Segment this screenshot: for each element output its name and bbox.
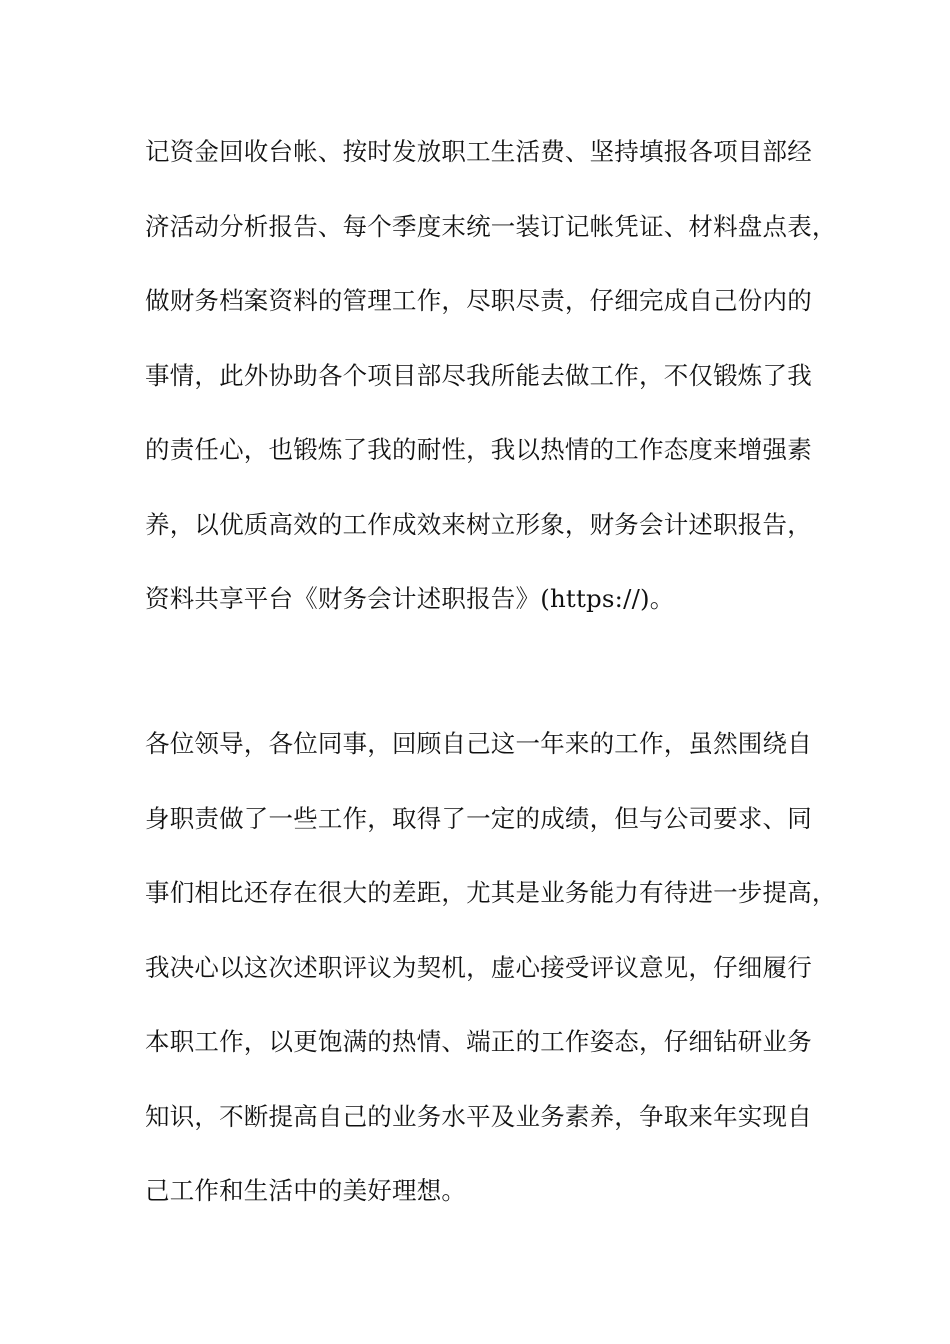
text-line: 身职责做了一些工作，取得了一定的成绩，但与公司要求、同 (145, 803, 812, 833)
text-line: 我决心以这次述职评议为契机，虚心接受评议意见，仔细履行 (145, 952, 812, 982)
text-line: 己工作和生活中的美好理想。 (145, 1176, 467, 1205)
text-line: 做财务档案资料的管理工作，尽职尽责，仔细完成自己份内的 (145, 286, 812, 315)
text-line: 济活动分析报告、每个季度末统一装订记帐凭证、材料盘点表， (145, 211, 837, 241)
text-line: 知识，不断提高自己的业务水平及业务素养，争取来年实现自 (145, 1101, 812, 1131)
paragraph-1 (145, 130, 845, 652)
text-line: 各位领导，各位同事，回顾自己这一年来的工作，虽然围绕自 (145, 729, 812, 758)
paragraph-2 (145, 722, 845, 1244)
text-line: 的责任心，也锻炼了我的耐性，我以热情的工作态度来增强素 (145, 435, 812, 464)
text-line: 事们相比还存在很大的差距，尤其是业务能力有待进一步提高， (145, 878, 837, 907)
text-line: 本职工作，以更饱满的热情、端正的工作姿态，仔细钻研业务 (145, 1027, 812, 1056)
text-line: 养，以优质高效的工作成效来树立形象，财务会计述职报告， (145, 509, 812, 539)
text-line: 记资金回收台帐、按时发放职工生活费、坚持填报各项目部经 (145, 137, 812, 166)
text-line: 事情，此外协助各个项目部尽我所能去做工作，不仅锻炼了我 (145, 360, 812, 390)
text-line: 资料共享平台《财务会计述职报告》(https://)。 (145, 584, 675, 613)
